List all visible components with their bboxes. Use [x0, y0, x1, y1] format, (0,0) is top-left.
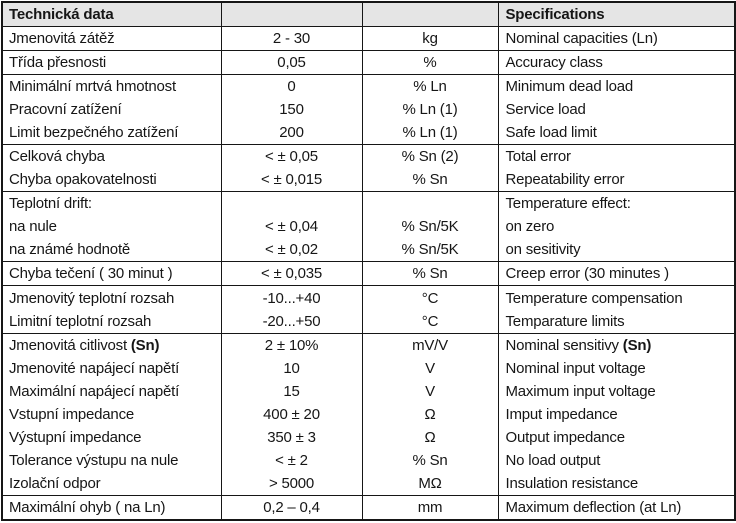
- english-spec: Repeatability error: [505, 171, 625, 189]
- english-spec: Accuracy class: [498, 51, 735, 75]
- czech-label: na nule: [2, 215, 221, 238]
- czech-label: Vstupní impedance: [2, 403, 221, 426]
- english-spec: Temparature limits: [505, 312, 625, 330]
- value-cell: 2 - 30: [221, 27, 362, 51]
- english-spec: on zero: [505, 218, 555, 236]
- english-spec: Service load: [505, 101, 586, 119]
- table-row-nominal-capacity: [2, 27, 735, 51]
- table-row-output-impedance: [2, 426, 735, 449]
- table-row-service-load: [2, 98, 735, 121]
- czech-label: na známé hodnotě: [2, 238, 221, 262]
- unit-cell: V: [362, 380, 498, 403]
- unit-cell: Ω: [362, 403, 498, 426]
- table-row-maximum-input-voltage: [2, 380, 735, 403]
- czech-label: Tolerance výstupu na nule: [2, 449, 221, 472]
- table-row-input-impedance: [2, 403, 735, 426]
- unit-cell: % Sn/5K: [362, 238, 498, 262]
- english-spec-text: Nominal sensitivy: [505, 336, 623, 354]
- czech-label: Jmenovitá zátěž: [2, 27, 221, 51]
- value-cell: 0,2 – 0,4: [221, 495, 362, 520]
- value-cell: < ± 0,015: [221, 168, 362, 192]
- table-row-creep-error: [2, 262, 735, 286]
- czech-label: Maximální ohyb ( na Ln): [2, 495, 221, 520]
- czech-label-text: Jmenovitá citlivost: [9, 336, 131, 354]
- english-spec: Imput impedance: [505, 405, 618, 423]
- table-row-temperature-drift-heading: [2, 192, 735, 216]
- unit-cell: % Ln (1): [362, 121, 498, 145]
- english-spec: Total error: [498, 145, 735, 169]
- czech-label: Limitní teplotní rozsah: [2, 310, 221, 334]
- english-spec: Maximum input voltage: [505, 382, 656, 400]
- table-row-nominal-input-voltage: [2, 357, 735, 380]
- table-row-temperature-compensation: [2, 286, 735, 310]
- unit-cell: °C: [362, 310, 498, 334]
- unit-cell: mm: [362, 495, 498, 520]
- czech-label: [2, 333, 221, 357]
- value-cell: < ± 2: [221, 449, 362, 472]
- value-cell: 350 ± 3: [221, 426, 362, 449]
- english-spec: Insulation resistance: [505, 474, 639, 492]
- english-spec: Temperature compensation: [498, 286, 735, 310]
- table-row-repeatability-error: [2, 168, 735, 192]
- unit-cell: %: [362, 51, 498, 75]
- czech-label: Celková chyba: [2, 145, 221, 169]
- unit-cell: % Sn/5K: [362, 215, 498, 238]
- unit-cell: % Ln (1): [362, 98, 498, 121]
- czech-label-bold: (Sn): [130, 336, 160, 354]
- table-row-drift-on-sensitivity: [2, 238, 735, 262]
- table-row-safe-load-limit: [2, 121, 735, 145]
- value-cell: < ± 0,035: [221, 262, 362, 286]
- unit-cell: mV/V: [362, 333, 498, 357]
- czech-label: Limit bezpečného zatížení: [2, 121, 221, 145]
- unit-cell: % Sn: [362, 168, 498, 192]
- english-spec: Nominal capacities (Ln): [498, 27, 735, 51]
- value-cell: 2 ± 10%: [221, 333, 362, 357]
- table-header-row: [2, 2, 735, 27]
- english-spec: Safe load limit: [505, 124, 597, 142]
- czech-label: Chyba opakovatelnosti: [2, 168, 221, 192]
- unit-cell: Ω: [362, 426, 498, 449]
- czech-label: Teplotní drift:: [2, 192, 221, 216]
- czech-label: Minimální mrtvá hmotnost: [2, 75, 221, 99]
- czech-label: Třída přesnosti: [2, 51, 221, 75]
- unit-cell: °C: [362, 286, 498, 310]
- unit-cell: % Sn (2): [362, 145, 498, 169]
- english-spec: Creep error (30 minutes ): [498, 262, 735, 286]
- english-spec: Temperature effect:: [498, 192, 735, 216]
- czech-label: Pracovní zatížení: [2, 98, 221, 121]
- english-spec: Maximum deflection (at Ln): [498, 495, 735, 520]
- value-cell: > 5000: [221, 472, 362, 496]
- table-row-no-load-output: [2, 449, 735, 472]
- value-cell: 400 ± 20: [221, 403, 362, 426]
- czech-label: Maximální napájecí napětí: [2, 380, 221, 403]
- table-row-nominal-sensitivity: [2, 333, 735, 357]
- table-row-drift-on-zero: [2, 215, 735, 238]
- unit-cell: kg: [362, 27, 498, 51]
- value-cell: < ± 0,02: [221, 238, 362, 262]
- unit-cell: % Ln: [362, 75, 498, 99]
- value-cell: 0: [221, 75, 362, 99]
- english-spec: Output impedance: [505, 428, 625, 446]
- header-unit-column: [362, 2, 498, 27]
- table-row-temperature-limits: [2, 310, 735, 334]
- table-row-maximum-deflection: [2, 495, 735, 520]
- specifications-table: [1, 1, 736, 521]
- header-english-title: Specifications: [498, 2, 735, 27]
- unit-cell: MΩ: [362, 472, 498, 496]
- czech-label: Izolační odpor: [2, 472, 221, 496]
- english-spec: [498, 333, 735, 357]
- czech-label: Jmenovitý teplotní rozsah: [2, 286, 221, 310]
- header-czech-title: Technická data: [2, 2, 221, 27]
- czech-label: Jmenovité napájecí napětí: [2, 357, 221, 380]
- value-cell: -20...+50: [221, 310, 362, 334]
- unit-cell: V: [362, 357, 498, 380]
- english-spec: Minimum dead load: [498, 75, 735, 99]
- value-cell: 150: [221, 98, 362, 121]
- value-cell: < ± 0,05: [221, 145, 362, 169]
- english-spec: on sesitivity: [505, 241, 581, 259]
- czech-label: Výstupní impedance: [2, 426, 221, 449]
- value-cell: 10: [221, 357, 362, 380]
- english-spec-bold: (Sn): [622, 336, 652, 354]
- czech-label: Chyba tečení ( 30 minut ): [2, 262, 221, 286]
- value-cell: < ± 0,04: [221, 215, 362, 238]
- value-cell: 0,05: [221, 51, 362, 75]
- table-row-minimum-dead-load: [2, 75, 735, 99]
- unit-cell: % Sn: [362, 449, 498, 472]
- value-cell: -10...+40: [221, 286, 362, 310]
- value-cell: 15: [221, 380, 362, 403]
- table-row-total-error: [2, 145, 735, 169]
- unit-cell: [362, 192, 498, 216]
- table-row-accuracy-class: [2, 51, 735, 75]
- table-row-insulation-resistance: [2, 472, 735, 496]
- header-value-column: [221, 2, 362, 27]
- value-cell: [221, 192, 362, 216]
- unit-cell: % Sn: [362, 262, 498, 286]
- english-spec: No load output: [505, 451, 601, 469]
- english-spec: Nominal input voltage: [505, 359, 646, 377]
- value-cell: 200: [221, 121, 362, 145]
